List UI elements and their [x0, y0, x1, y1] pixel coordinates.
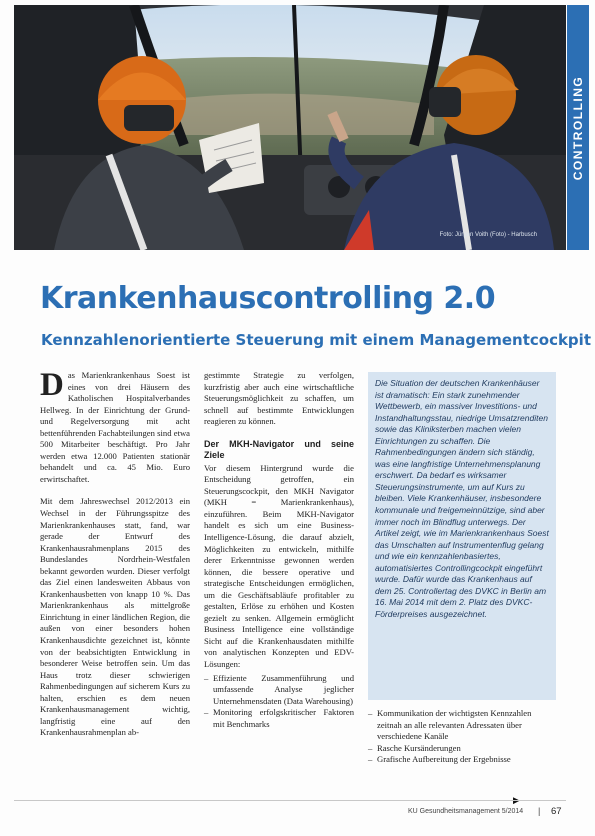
intro-text: as Marienkrankenhaus Soest ist eines von drei Häusern des Katholischen Hospitalverbandes Hellweg. In der Einrichtung der Grund- und Regelversorgung mit acht bettenführenden Fachabteilungen sind etwa 500 Mitarbeiter beschäftigt. Pro Jahr werden etwa 12.000 Patienten stationär behandelt und ca. 45 Mio. Euro erwirtschaftet.	[40, 370, 190, 484]
page-number: 67	[551, 806, 562, 817]
paragraph: gestimmte Strategie zu verfolgen, kurzfristig aber auch eine wirtschaftliche Steuerungsmöglichkeit zu schaffen, um schnell auf bestimmte Entwicklungen reagieren zu können.	[204, 370, 354, 427]
text-column-2	[204, 370, 354, 730]
paragraph: Vor diesem Hintergrund wurde die Entscheidung getroffen, ein Steuerungscockpit, den MKH Navigator (MKH = Marienkrankenhaus), einzuführen. Beim MKH-Navigator handelt es sich um eine Business-Intelligence-Lösung, die darauf abzielt, Möglichkeiten zu entwickeln, mithilfe derer Erkenntnisse gewonnen werden können, die bessere operative und strategische Entscheidungen ermöglichen, um die Geschäftsabläufe profitabler zu gestalten, Erlöse zu erhöhen und Kosten gezielt zu senken. Allgemein ermöglicht Business Intelligence eine vollständige Sicht auf die Krankenhausdaten mithilfe von analytischen Konzepten und EDV-Lösungen:	[204, 462, 354, 670]
text-column-3	[368, 708, 556, 766]
bullet-list	[368, 708, 556, 766]
teaser-text: Die Situation der deutschen Krankenhäuser ist dramatisch: Ein stark zunehmender Wettbewerb, ein massiver Investitions- und Instandhaltungsstau, niedrige Umsatzrenditen sowie das Kliniksterben machen vielen Einrichtungen zu schaffen. Die Rahmenbedingungen ändern sich ständig, was eine langfristige Unternehmensplanung erschwert. Da bedarf es wirksamer Steuerungsinstrumente, um auf Kurs zu bleiben. Viele Krankenhäuser, insbesondere kommunale und freigemeinnützige, sind aber immer noch im Blindflug unterwegs. Der Artikel zeigt, wie im Marienkrankenhaus Soest das Umschalten auf Instrumentenflug gelang und wie ein kennzahlenbasiertes, automatisiertes Controllingcockpit eingeführt wurde. Dafür wurde das Krankenhaus auf dem 25. Controllertag des DVKC in Berlin am 16. Mai 2014 mit dem 2. Platz des DVKC-Förderpreises ausgezeichnet.	[375, 378, 549, 619]
list-item: – Effiziente Zusammenführung und umfassende Analyse jeglicher Unternehmensdaten (Data Warehousing)	[204, 673, 354, 708]
footer-rule	[14, 800, 566, 801]
continue-arrow-icon: ▶	[513, 795, 520, 805]
list-item: – Rasche Kursänderungen	[368, 743, 556, 755]
article-subtitle: Kennzahlenorientierte Steuerung mit einem Managementcockpit	[41, 331, 591, 349]
cockpit-photo	[14, 5, 566, 250]
intro-paragraph	[40, 367, 190, 485]
text-column-1	[40, 367, 190, 750]
teaser-box	[368, 372, 556, 700]
list-item: – Kommunikation der wichtigsten Kennzahlen zeitnah an alle relevanten Adressaten über verschiedene Kanäle	[368, 708, 556, 743]
photo-credit: Foto: Jürgen Voith (Foto) - Harbusch	[439, 232, 537, 238]
bullet-list	[204, 673, 354, 731]
article-title: Krankenhauscontrolling 2.0	[40, 281, 496, 316]
section-tab	[567, 5, 589, 250]
section-tab-label: CONTROLLING	[571, 75, 585, 180]
magazine-name: KU Gesundheitsmanagement 5/2014	[408, 808, 524, 815]
section-heading: Der MKH-Navigator und seine Ziele	[204, 438, 354, 460]
list-item: – Monitoring erfolgskritischer Faktoren mit Benchmarks	[204, 707, 354, 730]
drop-cap: D	[40, 367, 64, 403]
paragraph: Mit dem Jahreswechsel 2012/2013 ein Wechsel in der Führungsspitze des Marienkrankenhauses statt, fand, war gerade der Entwurf des Krankenhausrahmenplans 2015 des Bundeslandes Nordrhein-Westfalen bekannt geworden wurden. Dieser verfolgt das Ziel einen landesweiten Abbaus von Krankenhausbetten von knapp 10 %. Das Marienkrankenhaus als mittelgroße Einrichtung in einer ländlichen Region, die außen von einer besonders hohen Krankenhausdichte gezeichnet ist, könnte von der beabsichtigten Entwicklung in besonderer Weise betroffen sein. Um das Haus trotz dieser schwierigen Rahmenbedingungen auf sicherem Kurs zu halten, erschien es dem neuen Krankenhausmanagement wichtig, langfristig eine auf den Krankenhausrahmenplan ab-	[40, 496, 190, 738]
list-item: – Grafische Aufbereitung der Ergebnisse	[368, 754, 556, 766]
footer-separator: |	[538, 806, 541, 816]
